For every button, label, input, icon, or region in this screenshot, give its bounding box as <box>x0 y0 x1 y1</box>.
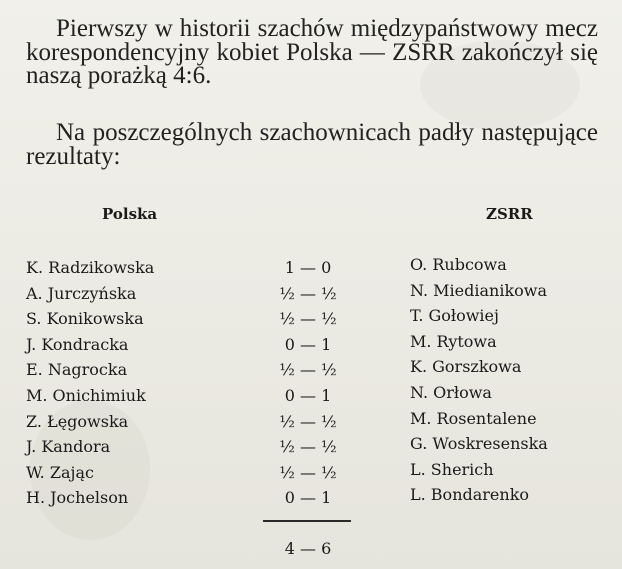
soviet-player: L. Bondarenko <box>410 485 530 505</box>
polish-player: E. Nagrocka <box>26 360 128 380</box>
match-total-score: 4 — 6 <box>284 539 332 558</box>
team-header-polska: Polska <box>102 205 158 223</box>
game-score: ½ — ½ <box>279 437 337 457</box>
table-row <box>0 253 622 279</box>
polish-player: M. Onichimiuk <box>26 385 146 405</box>
results-intro-paragraph: Na poszczególnych szachownicach padły następujące rezultaty: <box>26 119 598 170</box>
soviet-player: N. Orłowa <box>410 382 492 402</box>
table-row <box>0 407 622 433</box>
table-row <box>0 355 622 381</box>
table-row <box>0 381 622 407</box>
soviet-player: M. Rytowa <box>410 331 497 351</box>
results-table <box>0 253 622 509</box>
game-score: ½ — ½ <box>279 462 337 482</box>
game-score: 0 — 1 <box>284 334 332 354</box>
soviet-player: L. Sherich <box>410 459 494 479</box>
table-row <box>0 483 622 509</box>
polish-player: A. Jurczyńska <box>26 283 137 303</box>
soviet-player: M. Rosentalene <box>410 408 537 428</box>
table-row <box>0 458 622 484</box>
game-score: 0 — 1 <box>284 385 332 405</box>
polish-player: J. Kandora <box>26 437 111 457</box>
soviet-player: T. Gołowiej <box>410 306 499 326</box>
soviet-player: K. Gorszkowa <box>410 357 522 377</box>
game-score: ½ — ½ <box>279 411 337 431</box>
polish-player: W. Zając <box>26 462 94 482</box>
total-divider-line <box>263 520 351 522</box>
game-score: ½ — ½ <box>279 360 337 380</box>
soviet-player: O. Rubcowa <box>410 255 507 274</box>
table-row <box>0 330 622 356</box>
game-score: 0 — 1 <box>284 488 332 508</box>
game-score: 1 — 0 <box>284 258 332 277</box>
intro-paragraph: Pierwszy w historii szachów międzypaństwowy mecz korespondencyjny kobiet Polska — ZSRR zakończył się naszą porażką 4:6. <box>26 15 598 89</box>
table-row <box>0 304 622 330</box>
team-header-zsrr: ZSRR <box>486 205 533 223</box>
game-score: ½ — ½ <box>279 309 337 329</box>
polish-player: J. Kondracka <box>26 334 129 354</box>
table-row <box>0 279 622 305</box>
table-row <box>0 432 622 458</box>
polish-player: Z. Łęgowska <box>26 411 129 431</box>
polish-player: K. Radzikowska <box>26 258 155 277</box>
soviet-player: G. Woskresenska <box>410 434 548 454</box>
polish-player: S. Konikowska <box>26 309 144 329</box>
soviet-player: N. Miedianikowa <box>410 280 547 300</box>
game-score: ½ — ½ <box>279 283 337 303</box>
polish-player: H. Jochelson <box>26 488 129 508</box>
